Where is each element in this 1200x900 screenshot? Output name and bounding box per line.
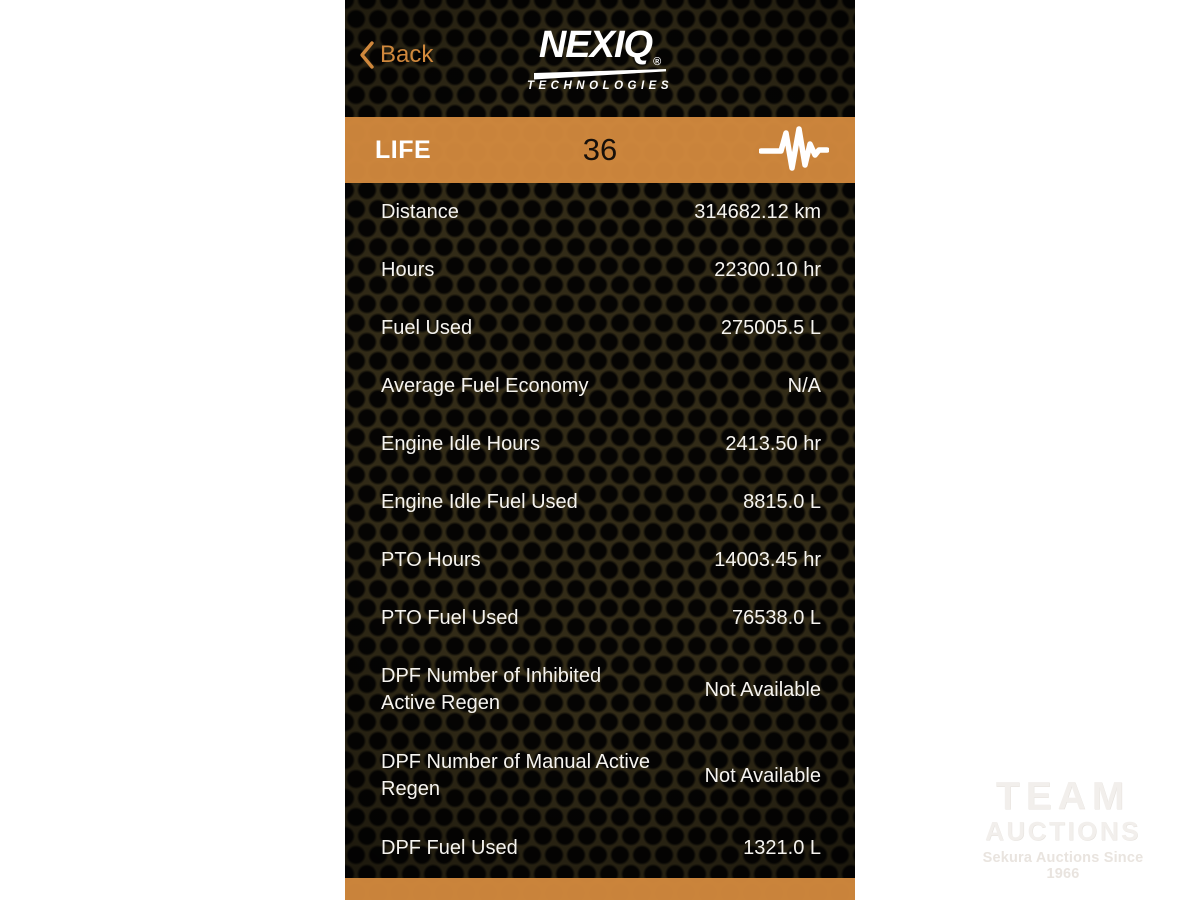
pulse-waveform-icon bbox=[759, 124, 829, 176]
stat-value: Not Available bbox=[704, 678, 821, 701]
registered-trademark-icon: ® bbox=[653, 56, 662, 68]
chevron-left-icon bbox=[358, 40, 375, 70]
stat-value: 1321.0 L bbox=[743, 836, 821, 859]
stat-value: 2413.50 hr bbox=[725, 432, 821, 455]
watermark-line-1: TEAM bbox=[995, 775, 1131, 818]
stat-row bbox=[345, 589, 855, 647]
stat-row bbox=[345, 415, 855, 473]
stat-value: 8815.0 L bbox=[743, 490, 821, 513]
stat-label: PTO Fuel Used bbox=[381, 606, 519, 629]
stat-value: N/A bbox=[787, 374, 821, 397]
stats-list bbox=[345, 183, 855, 878]
stat-value: 76538.0 L bbox=[732, 606, 821, 629]
nexiq-logo bbox=[520, 26, 680, 92]
stat-row bbox=[345, 357, 855, 415]
stat-row bbox=[345, 647, 855, 733]
stat-value: 314682.12 km bbox=[694, 200, 821, 223]
section-count: 36 bbox=[582, 132, 618, 167]
watermark bbox=[982, 777, 1144, 882]
stat-value: 275005.5 L bbox=[720, 316, 821, 339]
logo-swoosh bbox=[520, 69, 680, 80]
stat-row bbox=[345, 183, 855, 241]
stat-label: DPF Number of Manual Active Regen bbox=[381, 751, 650, 800]
nexiq-logo-wordmark: $NEXIQ_®$ bbox=[538, 24, 662, 68]
nav-bar bbox=[345, 0, 855, 117]
stat-row bbox=[345, 473, 855, 531]
stat-row bbox=[345, 733, 855, 819]
stat-row bbox=[345, 241, 855, 299]
section-header-life bbox=[345, 117, 855, 183]
stat-label: Engine Idle Hours bbox=[381, 432, 540, 455]
back-button[interactable] bbox=[358, 40, 433, 70]
section-title: LIFE bbox=[375, 135, 432, 164]
stat-value: Not Available bbox=[704, 764, 821, 787]
stat-row bbox=[345, 531, 855, 589]
bottom-accent-bar bbox=[345, 878, 855, 900]
back-button-label: Back bbox=[380, 41, 434, 68]
stat-label: Fuel Used bbox=[381, 316, 473, 339]
stat-label: Engine Idle Fuel Used bbox=[381, 490, 578, 513]
watermark-line-2: AUCTIONS bbox=[985, 816, 1141, 846]
stat-row bbox=[345, 299, 855, 357]
watermark-line-3: Sekura Auctions Since 1966 bbox=[982, 849, 1144, 882]
stat-label: Hours bbox=[381, 258, 435, 281]
stat-value: 22300.10 hr bbox=[714, 258, 821, 281]
phone-screen bbox=[345, 0, 855, 900]
stat-label: Distance bbox=[381, 200, 459, 223]
stat-value: 14003.45 hr bbox=[714, 548, 821, 571]
stat-label: PTO Hours bbox=[381, 548, 481, 571]
stat-label: DPF Number of Inhibited Active Regen bbox=[381, 665, 602, 714]
stat-row bbox=[345, 819, 855, 877]
stat-label: Average Fuel Economy bbox=[381, 374, 589, 397]
stat-label: DPF Fuel Used bbox=[381, 836, 518, 859]
nexiq-logo-subtitle: TECHNOLOGIES bbox=[526, 80, 673, 92]
